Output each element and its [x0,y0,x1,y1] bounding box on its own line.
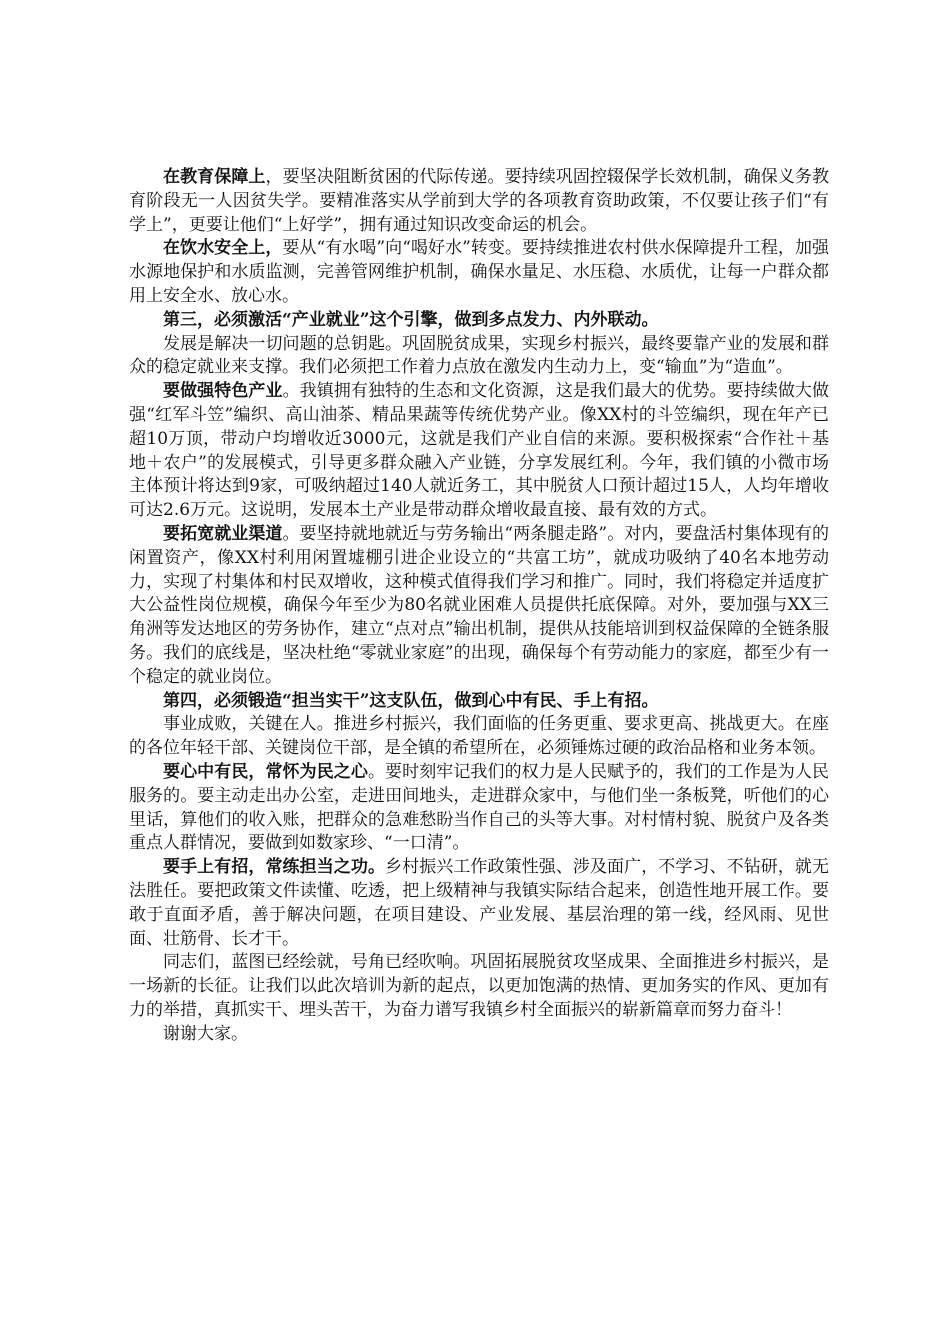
paragraph-thanks [129,1023,829,1047]
paragraph-text: 发展是解决一切问题的总钥匙。巩固脱贫成果，实现乡村振兴，最终要靠产业的发展和群众的稳定就业来支撑。我们必须把工作着力点放在激发内生动力上，变“输血”为“造血”。 [129,333,829,378]
paragraph-lead: 要手上有招，常练担当之功。 [163,857,386,878]
paragraph-education [129,166,829,237]
paragraph-text: 。要坚持就地就近与劳务输出“两条腿走路”。对内，要盘活村集体现有的闲置资产，像XX村利用闲置墟棚引进企业设立的“共富工坊”，就成功吸纳了40名本地劳动力，实现了村集体和村民双增收，这种模式值得我们学习和推广。同时，我们将稳定并适度扩大公益性岗位规模，确保今年至少为80名就业困难人员提供托底保障。对外，要加强与XX三角洲等发达地区的劳务协作，建立“点对点”输出机制，提供从技能培训到权益保障的全链条服务。我们的底线是，坚决杜绝“零就业家庭”的出现，确保每个有劳动能力的家庭，都至少有一个稳定的就业岗位。 [129,523,829,687]
paragraph-water [129,237,829,308]
paragraph-lead: 要心中有民，常怀为民之心 [163,761,368,782]
document-body [129,166,829,1046]
paragraph-text: 。我镇拥有独特的生态和文化资源，这是我们最大的优势。要持续做大做强“红军斗笠”编织、高山油茶、精品果蔬等传统优势产业。像XX村的斗笠编织，现在年产已超10万顶，带动户均增收近3000元，这就是我们产业自信的来源。要积极探索“合作社＋基地＋农户”的发展模式，引导更多群众融入产业链，分享发展红利。今年，我们镇的小微市场主体预计将达到9家，可吸纳超过140人就近务工，其中脱贫人口预计超过15人，人均年增收可达2.6万元。这说明，发展本土产业是带动群众增收最直接、最有效的方式。 [129,381,830,521]
paragraph-lead: 要做强特色产业 [163,381,283,402]
paragraph-industry [129,380,829,523]
section-heading-third [129,309,829,333]
paragraph-skills [129,856,829,951]
paragraph-lead: 要拓宽就业渠道 [163,523,283,544]
paragraph-text: 事业成败，关键在人。推进乡村振兴，我们面临的任务更重、要求更高、挑战更大。在座的各位年轻干部、关键岗位干部，是全镇的希望所在，必须锤炼过硬的政治品格和业务本领。 [129,714,829,759]
paragraph-text: 谢谢大家。 [163,1023,248,1044]
paragraph-development [129,333,829,381]
paragraph-lead: 在饮水安全上， [163,238,283,259]
paragraph-heart [129,761,829,856]
paragraph-text: 。要时刻牢记我们的权力是人民赋予的，我们的工作是为人民服务的。要主动走出办公室，走进田间地头，走进群众家中，与他们坐一条板凳，听他们的心里话，算他们的收入账，把群众的急难愁盼当作自己的头等大事。对村情村貌、脱贫户及各类重点人群情况，要做到如数家珍、“一口清”。 [129,761,830,854]
paragraph-text: 同志们，蓝图已经绘就，号角已经吹响。巩固拓展脱贫攻坚成果、全面推进乡村振兴，是一场新的长征。让我们以此次培训为新的起点，以更加饱满的热情、更加务实的作风、更加有力的举措，真抓实干、埋头苦干，为奋力谱写我镇乡村全面振兴的崭新篇章而努力奋斗！ [129,952,829,1020]
section-heading-fourth [129,690,829,714]
paragraph-text: 乡村振兴工作政策性强、涉及面广，不学习、不钻研，就无法胜任。要把政策文件读懂、吃透，把上级精神与我镇实际结合起来，创造性地开展工作。要敢于直面矛盾，善于解决问题，在项目建设、产业发展、基层治理的第一线，经风雨、见世面、壮筋骨、长才干。 [129,857,830,949]
paragraph-lead: 第四，必须锻造“担当实干”这支队伍，做到心中有民、手上有招。 [163,690,659,711]
paragraph-closing [129,951,829,1022]
paragraph-lead: 在教育保障上 [163,167,266,187]
paragraph-people [129,713,829,761]
paragraph-employment [129,523,829,690]
paragraph-text: 要从“有水喝”向“喝好水”转变。要持续推进农村供水保障提升工程，加强水源地保护和水质监测，完善管网维护机制，确保水量足、水压稳、水质优，让每一户群众都用上安全水、放心水。 [129,238,829,306]
paragraph-text: ，要坚决阻断贫困的代际传递。要持续巩固控辍保学长效机制，确保义务教育阶段无一人因贫失学。要精准落实从学前到大学的各项教育资助政策，不仅要让孩子们“有学上”，更要让他们“上好学”，拥有通过知识改变命运的机会。 [129,167,830,235]
paragraph-lead: 第三，必须激活“产业就业”这个引擎，做到多点发力、内外联动。 [163,309,659,330]
